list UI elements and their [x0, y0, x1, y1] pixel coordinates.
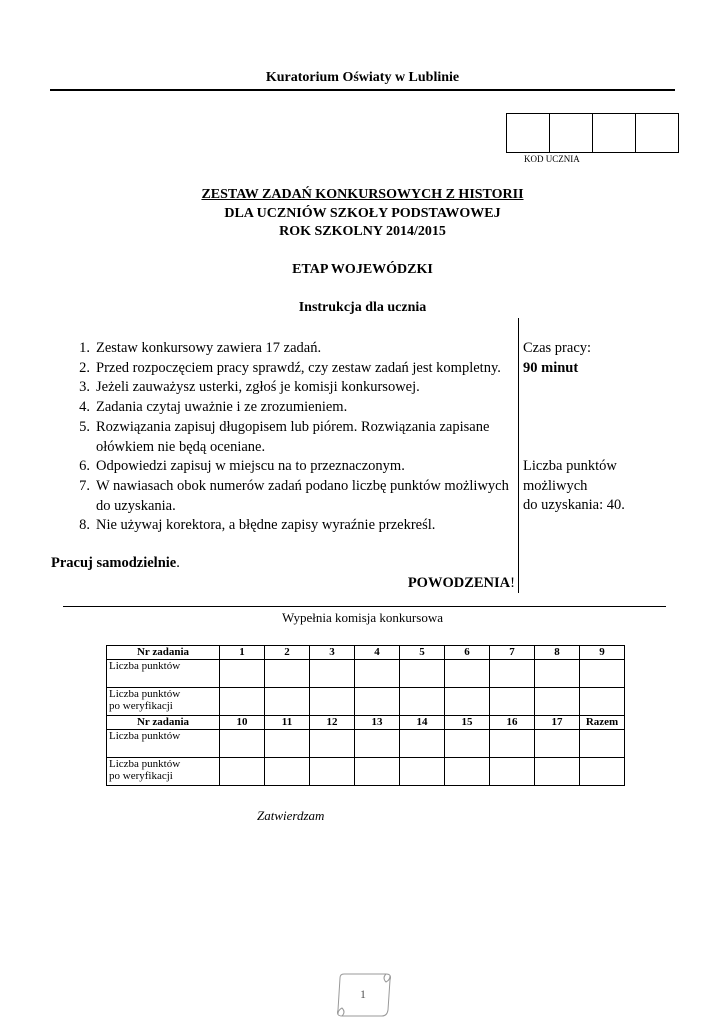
table-row	[107, 758, 625, 786]
score-table	[106, 645, 625, 786]
verified-points-row-label	[107, 688, 220, 716]
committee-rule	[63, 606, 666, 607]
points-cell[interactable]	[310, 660, 355, 688]
task-number-cell: 16	[490, 716, 535, 730]
points-row-label: Liczba punktów	[107, 660, 220, 688]
table-row	[107, 716, 625, 730]
total-points-cell[interactable]	[580, 730, 625, 758]
verified-label-line-2: po weryfikacji	[109, 770, 173, 782]
points-cell[interactable]	[220, 730, 265, 758]
task-number-cell: 17	[535, 716, 580, 730]
approve-label: Zatwierdzam	[257, 808, 325, 823]
verified-points-cell[interactable]	[220, 688, 265, 716]
student-code-box-1[interactable]	[506, 113, 550, 153]
points-cell[interactable]	[580, 660, 625, 688]
header-rule	[50, 89, 675, 91]
student-code-box-2[interactable]	[549, 113, 593, 153]
task-number-cell: 2	[265, 646, 310, 660]
table-row	[107, 688, 625, 716]
work-time-info	[523, 339, 591, 378]
instruction-text: Rozwiązania zapisuj długopisem lub piórem. Rozwiązania zapisane ołówkiem nie będą oceniane.	[96, 418, 490, 455]
work-alone-note	[51, 555, 180, 572]
verified-points-cell[interactable]	[490, 688, 535, 716]
student-code-label: KOD UCZNIA	[524, 154, 580, 164]
points-cell[interactable]	[220, 660, 265, 688]
task-number-header: Nr zadania	[107, 646, 220, 660]
title-line-3: ROK SZKOLNY 2014/2015	[279, 224, 446, 239]
instruction-item	[70, 378, 510, 398]
verified-label-line-2: po weryfikacji	[109, 700, 173, 712]
instruction-number: 3.	[79, 379, 90, 396]
instruction-text: Nie używaj korektora, a błędne zapisy wyraźnie przekreśl.	[96, 517, 436, 534]
verified-points-cell[interactable]	[265, 758, 310, 786]
task-number-cell: 15	[445, 716, 490, 730]
task-number-cell: 7	[490, 646, 535, 660]
points-cell[interactable]	[355, 660, 400, 688]
verified-points-cell[interactable]	[265, 688, 310, 716]
instructions-list	[70, 339, 510, 536]
instruction-text: Odpowiedzi zapisuj w miejscu na to przeznaczonym.	[96, 458, 405, 475]
verified-points-cell[interactable]	[400, 688, 445, 716]
max-points-line-1: Liczba punktów	[523, 458, 617, 474]
instruction-text: Jeżeli zauważysz usterki, zgłoś je komisji konkursowej.	[96, 379, 420, 396]
table-row	[107, 730, 625, 758]
max-points-line-3: do uzyskania: 40.	[523, 497, 625, 514]
instruction-number: 4.	[79, 399, 90, 416]
instruction-number: 8.	[79, 517, 90, 534]
points-cell[interactable]	[445, 730, 490, 758]
task-number-cell: 11	[265, 716, 310, 730]
verified-points-row-label	[107, 758, 220, 786]
task-number-header: Nr zadania	[107, 716, 220, 730]
instructions-title: Instrukcja dla ucznia	[298, 300, 427, 315]
title-line-1: ZESTAW ZADAŃ KONKURSOWYCH Z HISTORII	[201, 187, 524, 202]
verified-points-cell[interactable]	[355, 688, 400, 716]
verified-points-cell[interactable]	[355, 758, 400, 786]
instruction-number: 5.	[79, 418, 90, 435]
points-cell[interactable]	[490, 730, 535, 758]
max-points-info	[523, 457, 625, 516]
task-number-cell: 12	[310, 716, 355, 730]
instruction-text: Przed rozpoczęciem pracy sprawdź, czy zestaw zadań jest kompletny.	[96, 359, 501, 376]
points-cell[interactable]	[355, 730, 400, 758]
verified-points-cell[interactable]	[535, 758, 580, 786]
task-number-cell: 5	[400, 646, 445, 660]
task-number-cell: 6	[445, 646, 490, 660]
points-cell[interactable]	[490, 660, 535, 688]
verified-points-cell[interactable]	[580, 688, 625, 716]
committee-label: Wypełnia komisja konkursowa	[282, 610, 443, 625]
instruction-item	[70, 457, 510, 477]
instruction-item	[70, 339, 510, 359]
title-line-2: DLA UCZNIÓW SZKOŁY PODSTAWOWEJ	[224, 205, 501, 221]
page-number: 1	[360, 987, 366, 1001]
good-luck-punct: !	[510, 575, 515, 591]
verified-label-line-1: Liczba punktów	[109, 688, 181, 700]
points-cell[interactable]	[265, 660, 310, 688]
points-row-label: Liczba punktów	[107, 730, 220, 758]
task-number-cell: 14	[400, 716, 445, 730]
max-points-line-2: możliwych	[523, 477, 588, 494]
table-row	[107, 660, 625, 688]
work-alone-punct: .	[176, 555, 180, 571]
verified-points-cell[interactable]	[445, 688, 490, 716]
points-cell[interactable]	[400, 660, 445, 688]
table-row	[107, 646, 625, 660]
good-luck-note	[375, 575, 515, 592]
instruction-item	[70, 477, 510, 516]
work-time-label: Czas pracy:	[523, 340, 592, 356]
instruction-text: Zestaw konkursowy zawiera 17 zadań.	[96, 340, 322, 356]
verified-points-cell[interactable]	[445, 758, 490, 786]
instruction-text: Zadania czytaj uważnie i ze zrozumieniem.	[96, 399, 348, 416]
verified-points-cell[interactable]	[310, 758, 355, 786]
verified-points-cell[interactable]	[535, 688, 580, 716]
instruction-number: 1.	[79, 340, 90, 356]
instructions-divider	[518, 318, 519, 593]
total-verified-cell[interactable]	[580, 758, 625, 786]
verified-points-cell[interactable]	[310, 688, 355, 716]
task-number-cell: 9	[580, 646, 625, 660]
total-header-cell: Razem	[580, 716, 625, 730]
institution-header: Kuratorium Oświaty w Lublinie	[265, 70, 460, 85]
task-number-cell: 8	[535, 646, 580, 660]
work-alone-text: Pracuj samodzielnie	[51, 555, 177, 571]
student-code-box-3[interactable]	[592, 113, 636, 153]
task-number-cell: 3	[310, 646, 355, 660]
instruction-text: W nawiasach obok numerów zadań podano liczbę punktów możliwych do uzyskania.	[96, 477, 509, 514]
good-luck-text: POWODZENIA	[407, 575, 511, 591]
points-cell[interactable]	[445, 660, 490, 688]
instruction-item	[70, 398, 510, 418]
instruction-number: 2.	[79, 359, 90, 376]
instruction-item	[70, 516, 510, 536]
document-title	[0, 186, 725, 242]
task-number-cell: 13	[355, 716, 400, 730]
instruction-item	[70, 418, 510, 457]
verified-points-cell[interactable]	[220, 758, 265, 786]
verified-points-cell[interactable]	[400, 758, 445, 786]
points-cell[interactable]	[310, 730, 355, 758]
task-number-cell: 4	[355, 646, 400, 660]
points-cell[interactable]	[265, 730, 310, 758]
verified-label-line-1: Liczba punktów	[109, 758, 181, 770]
verified-points-cell[interactable]	[490, 758, 535, 786]
points-cell[interactable]	[400, 730, 445, 758]
work-time-value: 90 minut	[523, 359, 579, 376]
instruction-item	[70, 359, 510, 379]
instruction-number: 7.	[79, 477, 90, 494]
task-number-cell: 1	[220, 646, 265, 660]
stage-heading: ETAP WOJEWÓDZKI	[292, 262, 433, 277]
instruction-number: 6.	[79, 458, 90, 475]
student-code-box-4[interactable]	[635, 113, 679, 153]
points-cell[interactable]	[535, 660, 580, 688]
points-cell[interactable]	[535, 730, 580, 758]
task-number-cell: 10	[220, 716, 265, 730]
student-code-boxes[interactable]	[506, 113, 678, 153]
